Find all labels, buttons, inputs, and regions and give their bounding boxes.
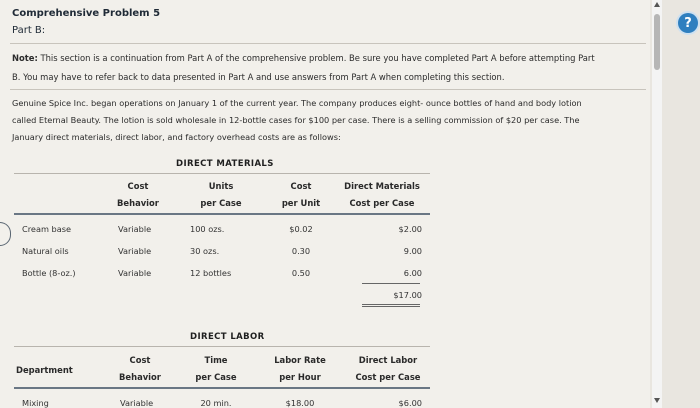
divider	[10, 89, 646, 90]
vertical-scrollbar[interactable]	[652, 0, 662, 408]
row-behavior: Variable	[118, 224, 152, 234]
help-icon[interactable]: ?	[678, 13, 698, 33]
row-cost: $0.02	[289, 224, 313, 234]
direct-materials-title: DIRECT MATERIALS	[176, 159, 274, 169]
row-behavior: Variable	[118, 246, 152, 256]
page-title: Comprehensive Problem 5	[12, 8, 161, 19]
header-department: Department	[16, 365, 73, 375]
double-rule	[362, 306, 420, 307]
header-cost-per-unit: Cost per Unit	[281, 181, 321, 208]
scroll-up-icon[interactable]	[654, 2, 660, 7]
row-units: 100 ozs.	[190, 224, 225, 234]
header-rule	[14, 387, 430, 389]
double-rule	[362, 304, 420, 305]
header-time-per-case: Time per Case	[195, 355, 237, 382]
note-line-1: This section is a continuation from Part A of the comprehensive problem. Be sure you have completed Part A before attempting Part	[40, 53, 595, 63]
dm-total: $17.00	[393, 290, 422, 300]
table-rule	[14, 173, 430, 174]
note-line-2: B. You may have to refer back to data presented in Part A and use answers from Part A when completing this section.	[12, 72, 505, 82]
row-total: $2.00	[398, 224, 422, 234]
row-units: 12 bottles	[190, 268, 232, 278]
header-dl-cost-per-case: Direct Labor Cost per Case	[355, 355, 421, 382]
intro-paragraph	[12, 95, 647, 146]
intro-line-1: Genuine Spice Inc. began operations on January 1 of the current year. The company produces eight- ounce bottles of hand and body lotion	[12, 98, 582, 108]
sum-rule	[362, 283, 420, 284]
row-department: Mixing	[22, 398, 49, 408]
part-label: Part B:	[12, 25, 46, 36]
scroll-down-icon[interactable]	[654, 398, 660, 403]
row-item: Natural oils	[22, 246, 69, 256]
header-rule	[14, 213, 430, 215]
scroll-thumb[interactable]	[654, 14, 660, 70]
header-units-per-case: Units per Case	[200, 181, 242, 208]
row-cost: 0.50	[291, 268, 311, 278]
bracket-marker	[0, 222, 11, 246]
header-cost-behavior: Cost Behavior	[119, 355, 161, 382]
row-behavior: Variable	[118, 268, 152, 278]
row-item: Bottle (8-oz.)	[22, 268, 76, 278]
row-units: 30 ozs.	[190, 246, 220, 256]
row-total: 9.00	[403, 246, 422, 256]
row-time: 20 min.	[200, 398, 232, 408]
intro-line-2: called Eternal Beauty. The lotion is sold wholesale in 12-bottle cases for $100 per case. There is a selling commission of $20 per case. The	[12, 115, 580, 125]
note-label: Note:	[12, 53, 38, 63]
header-labor-rate: Labor Rate per Hour	[274, 355, 326, 382]
row-item: Cream base	[22, 224, 72, 234]
row-cost: 0.30	[291, 246, 311, 256]
row-total: 6.00	[403, 268, 422, 278]
divider	[10, 43, 646, 44]
row-behavior: Variable	[120, 398, 154, 408]
intro-line-3: January direct materials, direct labor, and factory overhead costs are as follows:	[12, 132, 341, 142]
header-dm-cost-per-case: Direct Materials Cost per Case	[344, 181, 420, 208]
table-rule	[14, 346, 430, 347]
header-cost-behavior: Cost Behavior	[117, 181, 159, 208]
direct-labor-title: DIRECT LABOR	[190, 332, 265, 342]
row-rate: $18.00	[285, 398, 315, 408]
row-total: $6.00	[398, 398, 422, 408]
note-block	[12, 49, 647, 87]
